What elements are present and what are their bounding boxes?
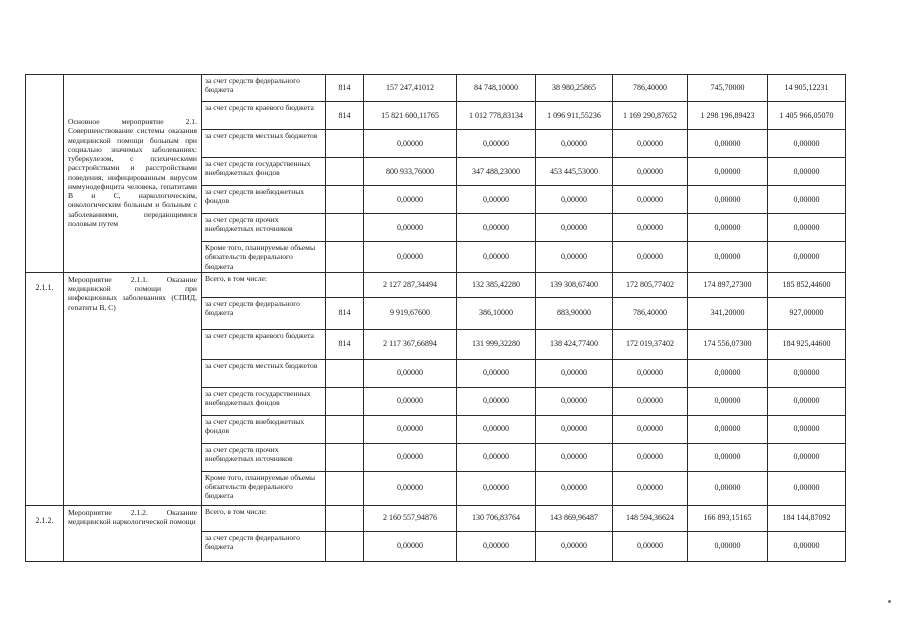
budget-code — [326, 415, 364, 443]
budget-code — [326, 214, 364, 242]
amount-cell: 0,00000 — [613, 158, 688, 186]
amount-cell: 0,00000 — [536, 443, 613, 471]
budget-table — [25, 74, 846, 562]
measure-number — [26, 75, 64, 273]
amount-cell: 0,00000 — [688, 443, 768, 471]
amount-cell: 0,00000 — [364, 214, 457, 242]
amount-cell: 0,00000 — [688, 130, 768, 158]
amount-cell: 745,70000 — [688, 75, 768, 102]
amount-cell: 9 919,67600 — [364, 297, 457, 329]
amount-cell: 341,20000 — [688, 297, 768, 329]
amount-cell: 174 897,27300 — [688, 272, 768, 297]
amount-cell: 0,00000 — [536, 471, 613, 505]
table-row — [26, 75, 846, 102]
budget-code — [326, 186, 364, 214]
funding-source: за счет средств внебюджетных фондов — [202, 186, 326, 214]
amount-cell: 0,00000 — [457, 359, 536, 387]
amount-cell: 148 594,36624 — [613, 505, 688, 531]
budget-code: 814 — [326, 75, 364, 102]
budget-code — [326, 471, 364, 505]
amount-cell: 38 980,25865 — [536, 75, 613, 102]
budget-code: 814 — [326, 329, 364, 359]
amount-cell: 0,00000 — [364, 242, 457, 273]
amount-cell: 184 144,87092 — [768, 505, 846, 531]
funding-source: Кроме того, планируемые объемы обязательств федерального бюджета — [202, 471, 326, 505]
budget-code — [326, 272, 364, 297]
funding-source: за счет средств краевого бюджета — [202, 102, 326, 130]
funding-source: за счет средств прочих внебюджетных источников — [202, 443, 326, 471]
amount-cell: 1 405 966,05070 — [768, 102, 846, 130]
amount-cell: 0,00000 — [536, 415, 613, 443]
amount-cell: 0,00000 — [364, 531, 457, 561]
table-row — [26, 505, 846, 531]
amount-cell: 800 933,76000 — [364, 158, 457, 186]
amount-cell: 0,00000 — [536, 387, 613, 415]
amount-cell: 0,00000 — [613, 443, 688, 471]
amount-cell: 0,00000 — [364, 415, 457, 443]
amount-cell: 0,00000 — [768, 186, 846, 214]
amount-cell: 0,00000 — [613, 242, 688, 273]
amount-cell: 0,00000 — [536, 130, 613, 158]
funding-source: Всего, в том числе: — [202, 505, 326, 531]
amount-cell: 0,00000 — [457, 415, 536, 443]
amount-cell: 184 925,44600 — [768, 329, 846, 359]
budget-code — [326, 531, 364, 561]
amount-cell: 166 893,15165 — [688, 505, 768, 531]
amount-cell: 172 805,77402 — [613, 272, 688, 297]
budget-table-page — [25, 74, 846, 562]
amount-cell: 0,00000 — [613, 415, 688, 443]
measure-number: 2.1.1. — [26, 272, 64, 505]
amount-cell: 786,40000 — [613, 297, 688, 329]
funding-source: за счет средств государственных внебюджетных фондов — [202, 158, 326, 186]
amount-cell: 0,00000 — [768, 471, 846, 505]
amount-cell: 0,00000 — [613, 130, 688, 158]
amount-cell: 139 308,67400 — [536, 272, 613, 297]
amount-cell: 132 385,42280 — [457, 272, 536, 297]
amount-cell: 786,40000 — [613, 75, 688, 102]
amount-cell: 0,00000 — [364, 359, 457, 387]
amount-cell: 172 019,37402 — [613, 329, 688, 359]
amount-cell: 0,00000 — [613, 359, 688, 387]
amount-cell: 1 169 290,87652 — [613, 102, 688, 130]
funding-source: за счет средств местных бюджетов — [202, 359, 326, 387]
funding-source: за счет средств краевого бюджета — [202, 329, 326, 359]
amount-cell: 0,00000 — [688, 214, 768, 242]
budget-code — [326, 242, 364, 273]
table-row — [26, 272, 846, 297]
amount-cell: 0,00000 — [768, 531, 846, 561]
measure-name-text: Мероприятие 2.1.1. Оказание медицинской помощи при инфекционных заболеваниях (СПИД, гепатиты В, С) — [68, 274, 197, 312]
amount-cell: 0,00000 — [364, 130, 457, 158]
amount-cell: 0,00000 — [457, 531, 536, 561]
funding-source: за счет средств прочих внебюджетных источников — [202, 214, 326, 242]
amount-cell: 0,00000 — [457, 130, 536, 158]
amount-cell: 386,10000 — [457, 297, 536, 329]
funding-source: за счет средств федерального бюджета — [202, 531, 326, 561]
amount-cell: 0,00000 — [457, 387, 536, 415]
amount-cell: 0,00000 — [457, 186, 536, 214]
amount-cell: 130 706,83764 — [457, 505, 536, 531]
amount-cell: 0,00000 — [768, 359, 846, 387]
amount-cell: 0,00000 — [613, 214, 688, 242]
amount-cell: 1 012 778,83134 — [457, 102, 536, 130]
funding-source: Всего, в том числе: — [202, 272, 326, 297]
budget-code: 814 — [326, 102, 364, 130]
amount-cell: 131 999,32280 — [457, 329, 536, 359]
amount-cell: 0,00000 — [536, 242, 613, 273]
funding-source: за счет средств местных бюджетов — [202, 130, 326, 158]
amount-cell: 0,00000 — [536, 531, 613, 561]
measure-name — [64, 272, 202, 505]
amount-cell: 0,00000 — [688, 186, 768, 214]
amount-cell: 0,00000 — [364, 387, 457, 415]
amount-cell: 0,00000 — [768, 415, 846, 443]
amount-cell: 2 117 367,66894 — [364, 329, 457, 359]
budget-code — [326, 130, 364, 158]
amount-cell: 2 127 287,34494 — [364, 272, 457, 297]
amount-cell: 174 556,07300 — [688, 329, 768, 359]
budget-code — [326, 443, 364, 471]
amount-cell: 0,00000 — [688, 471, 768, 505]
amount-cell: 0,00000 — [536, 214, 613, 242]
amount-cell: 453 445,53000 — [536, 158, 613, 186]
amount-cell: 0,00000 — [364, 186, 457, 214]
amount-cell: 0,00000 — [613, 531, 688, 561]
amount-cell: 0,00000 — [457, 214, 536, 242]
budget-code — [326, 505, 364, 531]
amount-cell: 0,00000 — [613, 471, 688, 505]
amount-cell: 0,00000 — [457, 443, 536, 471]
amount-cell: 0,00000 — [768, 242, 846, 273]
amount-cell: 1 298 196,89423 — [688, 102, 768, 130]
funding-source: за счет средств федерального бюджета — [202, 75, 326, 102]
amount-cell: 0,00000 — [768, 443, 846, 471]
amount-cell: 0,00000 — [457, 471, 536, 505]
budget-code — [326, 158, 364, 186]
amount-cell: 0,00000 — [768, 214, 846, 242]
amount-cell: 883,90000 — [536, 297, 613, 329]
amount-cell: 0,00000 — [768, 158, 846, 186]
measure-name-text: Мероприятие 2.1.2. Оказание медицинской наркологической помощи — [68, 507, 197, 526]
funding-source: за счет средств государственных внебюджетных фондов — [202, 387, 326, 415]
amount-cell: 0,00000 — [768, 130, 846, 158]
amount-cell: 0,00000 — [613, 387, 688, 415]
amount-cell: 138 424,77400 — [536, 329, 613, 359]
amount-cell: 0,00000 — [457, 242, 536, 273]
amount-cell: 0,00000 — [364, 443, 457, 471]
amount-cell: 2 160 557,94876 — [364, 505, 457, 531]
amount-cell: 84 748,10000 — [457, 75, 536, 102]
budget-code — [326, 387, 364, 415]
amount-cell: 0,00000 — [688, 359, 768, 387]
funding-source: за счет средств федерального бюджета — [202, 297, 326, 329]
amount-cell: 347 488,23000 — [457, 158, 536, 186]
amount-cell: 157 247,41012 — [364, 75, 457, 102]
scan-speck — [888, 600, 891, 603]
amount-cell: 0,00000 — [688, 158, 768, 186]
measure-number: 2.1.2. — [26, 505, 64, 561]
amount-cell: 0,00000 — [688, 531, 768, 561]
measure-name-text: Основное мероприятие 2.1. Совершенствование системы оказания медицинской помощи больным при социально значимых заболеваниях: туберкулезом, с психическими расстройствами и расстройствами поведения, инфицированным вирусом иммунодефицита человека, гепатитами В и С, наркологическим, онкологическим больным и больным с заболеваниями, передающимися половым путем — [68, 117, 197, 228]
amount-cell: 0,00000 — [536, 359, 613, 387]
amount-cell: 185 852,44600 — [768, 272, 846, 297]
budget-code — [326, 359, 364, 387]
amount-cell: 15 821 600,11765 — [364, 102, 457, 130]
amount-cell: 0,00000 — [768, 387, 846, 415]
budget-code: 814 — [326, 297, 364, 329]
amount-cell: 0,00000 — [688, 387, 768, 415]
amount-cell: 1 096 911,55236 — [536, 102, 613, 130]
amount-cell: 143 869,96487 — [536, 505, 613, 531]
funding-source: Кроме того, планируемые объемы обязательств федерального бюджета — [202, 242, 326, 273]
amount-cell: 0,00000 — [688, 415, 768, 443]
amount-cell: 0,00000 — [364, 471, 457, 505]
amount-cell: 14 905,12231 — [768, 75, 846, 102]
amount-cell: 0,00000 — [536, 186, 613, 214]
measure-name — [64, 75, 202, 273]
amount-cell: 0,00000 — [688, 242, 768, 273]
amount-cell: 0,00000 — [613, 186, 688, 214]
funding-source: за счет средств внебюджетных фондов — [202, 415, 326, 443]
amount-cell: 927,00000 — [768, 297, 846, 329]
measure-name — [64, 505, 202, 561]
